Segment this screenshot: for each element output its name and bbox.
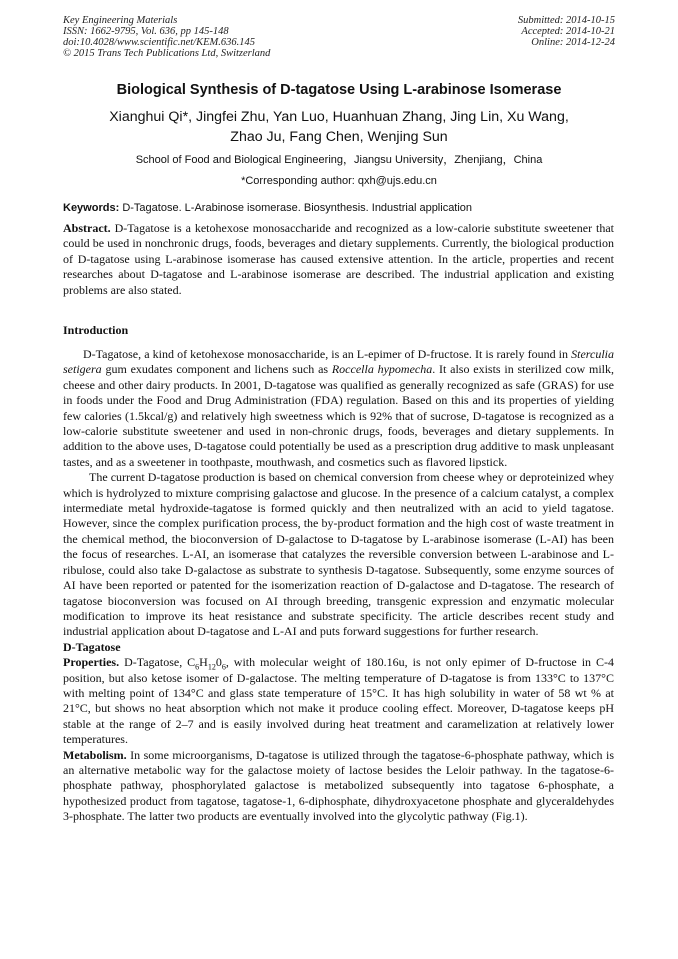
- abstract: [63, 221, 614, 298]
- species-name: Roccella hypomecha: [331, 362, 433, 377]
- intro-paragraph-2: The current D-tagatose production is based on chemical conversion from cheese whey or deproteinized whey which is hydrolyzed to mixture comprising galactose and glucose. In the presence of a calcium catalyst, a complex intermediate metal hydroxide-tagatose is formed quickly and then neutralized with an acid to yield tagatose. However, since the complex purification process, the by-product formation and the high cost of waste treatment in the chemical method, the bioconversion of D-galactose to D-tagatose by L-arabinose isomerase (L-AI) has been the focus of researches. L-AI, an isomerase that catalyzes the reversible conversion between L-arabinose and L-ribulose, could also take D-galactose as substrate to synthesis D-tagatose. Subsequently, some enzyme sources of AI have been reported or patented for the isomerization reaction of D-galactose and D-tagatose. The research of tagatose bioconversion was focused on AI through breeding, transgenic expression and enzymatic molecular modification to improve its heat resistance and substrate specificity. The article describes recent study and industrial application about D-tagatose and L-AI and puts forward suggestions for further research.: [63, 470, 614, 639]
- introduction-heading: Introduction: [63, 323, 129, 337]
- species-name: Sterculia setigera: [63, 347, 614, 377]
- keywords: [63, 202, 623, 214]
- corresponding-author: *Corresponding author: qxh@ujs.edu.cn: [241, 175, 437, 187]
- online-date: Online: 2014-12-24: [531, 37, 615, 48]
- dtagatose-heading: D-Tagatose: [63, 639, 121, 654]
- abstract-text: D-Tagatose is a ketohexose monosaccharide and recognized as a low-calorie substitute sweetener that could be used in nonchronic drugs, foods, beverages and dietary supplements. Currently, the biological production of D-tagatose using L-arabinose isomerase has caused extensive attention. In the article, properties and recent researches about D-tagatose and L-arabinose isomerase are described. The industrial application and existing problems are also stated.: [63, 221, 615, 297]
- introduction-body: [63, 347, 614, 825]
- affiliation: School of Food and Biological Engineering，Jiangsu University，Zhenjiang，China: [135, 154, 543, 166]
- keywords-text: D-Tagatose. L-Arabinose isomerase. Biosynthesis. Industrial application: [122, 202, 473, 214]
- submitted-date: Submitted: 2014-10-15: [517, 15, 615, 26]
- paper-title: Biological Synthesis of D-tagatose Using L-arabinose Isomerase: [116, 82, 562, 98]
- authors-line-1: Xianghui Qi*, Jingfei Zhu, Yan Luo, Huanhuan Zhang, Jing Lin, Xu Wang,: [109, 109, 569, 125]
- properties-label: Properties.: [63, 655, 120, 670]
- copyright: © 2015 Trans Tech Publications Ltd, Switzerland: [63, 48, 271, 59]
- metabolism-paragraph: Metabolism. In some microorganisms, D-tagatose is utilized through the tagatose-6-phosphate pathway, which is an alternative metabolic way for the galactose moiety of lactose besides the Leloir pathway. In the tagatose-6-phosphate pathway, phosphorylated galactose is metabolized subsequently into tagatose 6-phosphate, a hypothesized product from tagatose, tagatose-1, 6-diphosphate, dihydroxyacetone phosphate and glyceraldehydes 3-phosphate. The latter two products are eventually involved into the glycolytic pathway (Fig.1).: [63, 747, 614, 824]
- doi: doi:10.4028/www.scientific.net/KEM.636.145: [63, 37, 255, 48]
- accepted-date: Accepted: 2014-10-21: [521, 26, 615, 37]
- metabolism-label: Metabolism.: [63, 747, 127, 762]
- journal-name: Key Engineering Materials: [63, 15, 178, 26]
- authors-line-2: Zhao Ju, Fang Chen, Wenjing Sun: [230, 129, 448, 145]
- intro-paragraph-1: D-Tagatose, a kind of ketohexose monosaccharide, is an L-epimer of D-fructose. It is rarely found in Sterculia setigera gum exudates component and lichens such as Roccella hypomecha. It also exists in sterilized cow milk, cheese and other dairy products. In 2001, D-tagatose was qualified as generally recognized as safe (GRAS) for use in foods under the Food and Drug Administration (FDA) regulation. Based on this and its properties of yielding few calories (1.5kcal/g) and relatively high sweetness which is 92% that of sucrose, D-tagatose is recognized as a low-calorie substitute sweetener and used in non-chronic drugs, foods, beverages and dietary supplements. In addition to the above uses, D-tagatose could potentially be used as a prescription drug additive to mask unpleasant tastes, and as a sweetener in toothpaste, mouthwash, and cosmetics such as flavored lipstick.: [63, 347, 614, 469]
- properties-paragraph: Properties. D-Tagatose, $C_6H_{12}0_6$, with molecular weight of 180.16u, is not only epimer of D-fructose in C-4 position, but also ketose isomer of D-galactose. The melting temperature of D-tagatose is from 133°C to 137°C with melting point of 134°C and glass state temperature of 15°C. It has high solubility in water of 58 wt % at 21°C, but shows no heat absorption which not make it produce cooling effect. Moreover, D-tagatose keeps pH stable at the range of 2–7 and is easily involved during heat treatment and caramelization at relatively lower temperatures.: [63, 655, 614, 747]
- issn: ISSN: 1662-9795, Vol. 636, pp 145-148: [63, 26, 229, 37]
- journal-header-left: [63, 15, 270, 59]
- journal-header-right: [518, 15, 615, 48]
- abstract-label: Abstract.: [63, 221, 111, 235]
- author-list: [60, 107, 618, 147]
- keywords-label: Keywords:: [63, 202, 120, 214]
